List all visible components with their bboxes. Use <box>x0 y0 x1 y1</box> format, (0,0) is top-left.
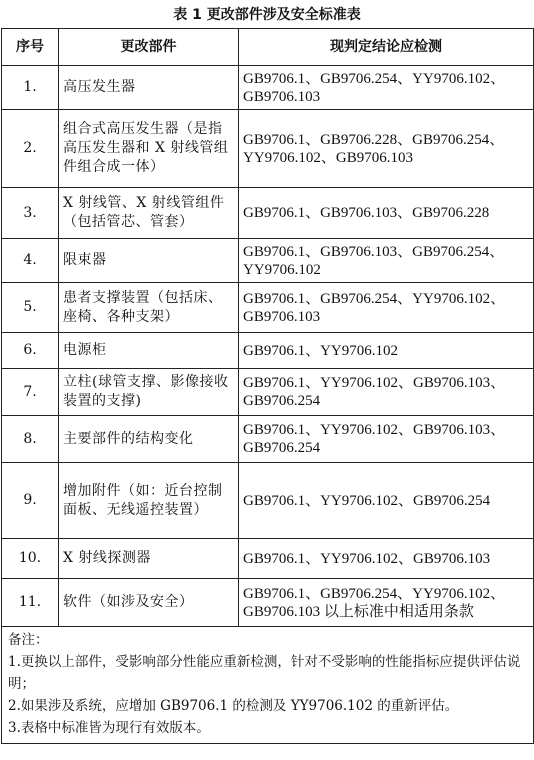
row-part: 患者支撑装置（包括床、座椅、各种支架） <box>59 283 239 333</box>
row-std: GB9706.1、GB9706.103、GB9706.254、YY9706.102 <box>239 239 534 283</box>
row-no: 10. <box>2 539 59 579</box>
row-std: GB9706.1、YY9706.102、GB9706.103、GB9706.254 <box>239 416 534 463</box>
table-row <box>2 579 534 627</box>
row-no: 3. <box>2 188 59 239</box>
table-row <box>2 416 534 463</box>
row-part: 主要部件的结构变化 <box>59 416 239 463</box>
row-no: 8. <box>2 416 59 463</box>
row-part: 立柱(球管支撑、影像接收装置的支撑) <box>59 369 239 416</box>
standards-table <box>1 28 534 744</box>
row-std: GB9706.1、GB9706.254、YY9706.102、GB9706.103 <box>239 66 534 110</box>
table-row <box>2 463 534 539</box>
table-row <box>2 188 534 239</box>
row-part: 电源柜 <box>59 333 239 369</box>
table-row <box>2 539 534 579</box>
table-row <box>2 239 534 283</box>
row-std: GB9706.1、YY9706.102、GB9706.103、GB9706.254 <box>239 369 534 416</box>
row-no: 5. <box>2 283 59 333</box>
table-row <box>2 333 534 369</box>
note-item: 3.表格中标准皆为现行有效版本。 <box>8 720 210 736</box>
row-no: 7. <box>2 369 59 416</box>
row-part: 高压发生器 <box>59 66 239 110</box>
row-std: GB9706.1、GB9706.254、YY9706.102、GB9706.103 以上标准中相适用条款 <box>239 579 534 627</box>
row-part: X 射线管、X 射线管组件（包括管芯、管套） <box>59 188 239 239</box>
header-std: 现判定结论应检测 <box>239 29 534 66</box>
row-part: 增加附件（如：近台控制面板、无线遥控装置） <box>59 463 239 539</box>
row-std: GB9706.1、GB9706.103、GB9706.228 <box>239 188 534 239</box>
row-part: 限束器 <box>59 239 239 283</box>
row-part: 软件（如涉及安全） <box>59 579 239 627</box>
notes-row <box>2 627 534 744</box>
row-no: 11. <box>2 579 59 627</box>
row-std: GB9706.1、GB9706.228、GB9706.254、YY9706.102、GB9706.103 <box>239 110 534 188</box>
note-item: 1.更换以上部件，受影响部分性能应重新检测，针对不受影响的性能指标应提供评估说明； <box>8 654 521 692</box>
row-part: 组合式高压发生器（是指高压发生器和 X 射线管组件组合成一体） <box>59 110 239 188</box>
row-no: 9. <box>2 463 59 539</box>
row-std: GB9706.1、YY9706.102、GB9706.254 <box>239 463 534 539</box>
row-no: 4. <box>2 239 59 283</box>
row-std: GB9706.1、YY9706.102、GB9706.103 <box>239 539 534 579</box>
table-row <box>2 110 534 188</box>
row-no: 6. <box>2 333 59 369</box>
row-part: X 射线探测器 <box>59 539 239 579</box>
table-caption: 表 1 更改部件涉及安全标准表 <box>173 7 361 23</box>
table-row <box>2 283 534 333</box>
table-row <box>2 369 534 416</box>
notes-cell <box>2 627 534 744</box>
table-header-row <box>2 29 534 66</box>
row-std: GB9706.1、YY9706.102 <box>239 333 534 369</box>
row-std: GB9706.1、GB9706.254、YY9706.102、GB9706.103 <box>239 283 534 333</box>
header-no: 序号 <box>2 29 59 66</box>
row-no: 2. <box>2 110 59 188</box>
table-row <box>2 66 534 110</box>
notes-title: 备注： <box>8 632 49 648</box>
header-part: 更改部件 <box>59 29 239 66</box>
row-no: 1. <box>2 66 59 110</box>
note-item: 2.如果涉及系统，应增加 GB9706.1 的检测及 YY9706.102 的重新评估。 <box>8 698 459 714</box>
